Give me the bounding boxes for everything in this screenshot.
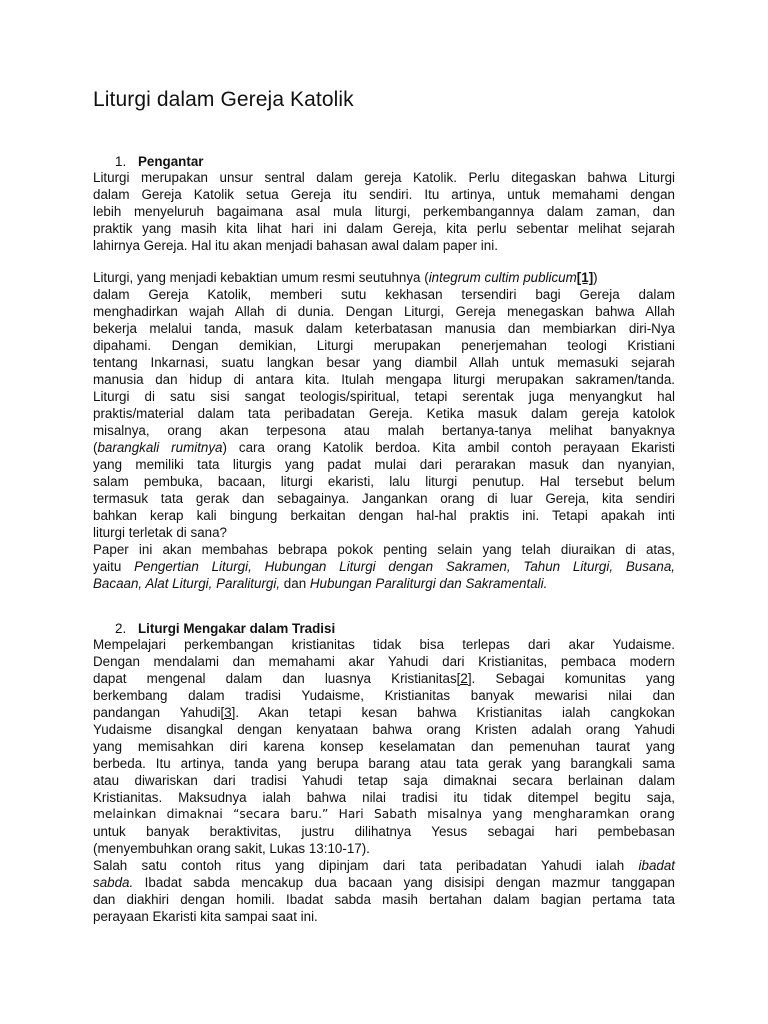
paragraph-line: bekerja melalui tanda, masuk dalam keterbatasan manusia dan membiarkan diri-Nya: [93, 321, 675, 336]
italic-phrase: sabda.: [93, 875, 134, 890]
text-run: ) cara orang Katolik berdoa. Kita ambil contoh perayaan Ekaristi: [222, 440, 675, 455]
paragraph-line: yang memiliki tata liturgis yang padat mulai dari perarakan masuk dan nyanyian,: [93, 457, 675, 472]
paragraph-line: termasuk tata gerak dan sebagainya. Jangankan orang di luar Gereja, kita sendiri: [93, 491, 675, 506]
section-number: 2.: [115, 621, 127, 636]
text-run: . Sebagai komunitas yang: [471, 671, 675, 686]
paragraph-line: misalnya, orang akan terpesona atau malah bertanya-tanya melihat banyaknya: [93, 423, 675, 438]
paragraph-line: dalam Gereja Katolik setua Gereja itu sendiri. Itu artinya, untuk memahami dengan: [93, 187, 675, 202]
text-run: (: [93, 440, 98, 455]
paragraph-line: [93, 558, 675, 575]
paragraph-line: [93, 269, 675, 286]
text-run: Ibadat sabda mencakup dua bacaan yang disisipi dengan mazmur tanggapan: [133, 875, 675, 890]
paragraph-line: Mempelajari perkembangan kristianitas tidak bisa terlepas dari akar Yudaisme.: [93, 637, 675, 652]
latin-term: integrum cultim publicum: [428, 270, 577, 285]
italic-phrase: Bacaan, Alat Liturgi, Paraliturgi,: [93, 576, 281, 591]
paragraph-line: untuk banyak beraktivitas, justru dilihatnya Yesus sebagai hari pembebasan: [93, 824, 675, 839]
paragraph-line: (menyembuhkan orang sakit, Lukas 13:10-17).: [93, 841, 370, 856]
text-run: ): [593, 270, 598, 285]
italic-phrase: barangkali rumitnya: [97, 440, 223, 455]
italic-phrase: Pengertian Liturgi, Hubungan Liturgi dengan Sakramen, Tahun Liturgi, Busana,: [134, 559, 675, 574]
paragraph-line: dalam Gereja Katolik, memberi sutu kekhasan tersendiri bagi Gereja dalam: [93, 287, 675, 302]
paragraph-line: Yudaisme disangkal dengan kenyataan bahwa orang Kristen adalah orang Yahudi: [93, 722, 675, 737]
italic-phrase: ibadat: [638, 858, 675, 873]
paragraph-line: Kristianitas. Maksudnya ialah bahwa nilai tradisi itu tidak ditempel begitu saja,: [93, 790, 675, 805]
paragraph-line: dan diakhiri dengan homili. Ibadat sabda masih bertahan dalam bagian pertama tata: [93, 892, 675, 907]
italic-phrase: Hubungan Paraliturgi dan Sakramentali.: [309, 576, 548, 591]
paragraph-line: Liturgi di satu sisi sangat teologis/spiritual, tetapi serentak juga menyangkut hal: [93, 389, 675, 404]
paragraph-line: Dengan mendalami dan memahami akar Yahudi dari Kristianitas, pembaca modern: [93, 654, 675, 669]
section-heading-tradisi: [115, 621, 335, 636]
paragraph-line: yang memisahkan diri karena konsep keselamatan dan pemenuhan taurat yang: [93, 739, 675, 754]
text-run: Salah satu contoh ritus yang dipinjam dari tata peribadatan Yahudi ialah: [93, 858, 639, 873]
paragraph-line: praktik yang masih kita lihat hari ini dalam Gereja, kita perlu sebentar melihat sejarah: [93, 221, 675, 236]
text-run: yaitu: [93, 559, 135, 574]
text-run: Liturgi, yang menjadi kebaktian umum resmi seutuhnya (: [93, 270, 429, 285]
text-run: . Akan tetapi kesan bahwa Kristianitas ialah cangkokan: [235, 705, 675, 720]
document-title: Liturgi dalam Gereja Katolik: [93, 88, 354, 111]
text-run: dan: [280, 576, 310, 591]
footnote-link-2[interactable]: [2]: [456, 671, 472, 686]
paragraph-line: perayaan Ekaristi kita sampai saat ini.: [93, 909, 318, 924]
section-title: Pengantar: [138, 154, 204, 169]
paragraph-line: [93, 575, 675, 592]
paragraph-line: bahkan kerap kali bingung berkaitan dengan hal-hal praktis ini. Tetapi apakah inti: [93, 508, 675, 523]
paragraph-line: manusia dan hidup di antara kita. Itulah mengapa liturgi merupakan sakramen/tanda.: [93, 372, 675, 387]
paragraph-line: [93, 704, 675, 721]
paragraph-line: Paper ini akan membahas bebrapa pokok penting selain yang telah diuraikan di atas,: [93, 542, 675, 557]
section-title: Liturgi Mengakar dalam Tradisi: [138, 621, 336, 636]
paragraph-line: [93, 439, 675, 456]
paragraph-line: [93, 874, 675, 891]
footnote-link-1[interactable]: [1]: [576, 270, 594, 285]
paragraph-line: [93, 670, 675, 687]
paragraph-line: lebih menyeluruh bagaimana asal mula liturgi, perkembangannya dalam zaman, dan: [93, 204, 675, 219]
paragraph-line: [93, 857, 675, 874]
text-run: pandangan Yahudi: [93, 705, 221, 720]
paragraph-line: tentang Inkarnasi, suatu langkan besar yang diambil Allah untuk memasuki sejarah: [93, 355, 675, 370]
paragraph-line: menghadirkan wajah Allah di dunia. Dengan Liturgi, Gereja menegaskan bahwa Allah: [93, 304, 675, 319]
section-heading-pengantar: [115, 154, 203, 169]
paragraph-line: berkembang dalam tradisi Yudaisme, Kristianitas banyak mewarisi nilai dan: [93, 688, 675, 703]
text-run: dapat mengenal dalam dan luasnya Kristianitas: [93, 671, 457, 686]
paragraph-line: atau diwariskan dari tradisi Yahudi tetap saja dimaknai secara berlainan dalam: [93, 773, 675, 788]
paragraph-line: liturgi terletak di sana?: [93, 525, 227, 540]
paragraph-line: berbeda. Itu artinya, tanda yang berupa barang atau tata gerak yang barangkali sama: [93, 756, 675, 771]
paragraph-line: lahirnya Gereja. Hal itu akan menjadi bahasan awal dalam paper ini.: [93, 238, 498, 253]
footnote-link-3[interactable]: [3]: [220, 705, 236, 720]
paragraph-line: dipahami. Dengan demikian, Liturgi merupakan penerjemahan teologi Kristiani: [93, 338, 675, 353]
paragraph-line: Liturgi merupakan unsur sentral dalam gereja Katolik. Perlu ditegaskan bahwa Liturgi: [93, 170, 675, 185]
paragraph-line: praktis/material dalam tata peribadatan Gereja. Ketika masuk dalam gereja katolok: [93, 406, 675, 421]
section-number: 1.: [115, 154, 127, 169]
paragraph-line: melainkan dimaknai “secara baru.” Hari Sabath misalnya yang mengharamkan orang: [93, 807, 675, 821]
paragraph-line: salam pembuka, bacaan, liturgi ekaristi, lalu liturgi penutup. Hal tersebut belum: [93, 474, 675, 489]
